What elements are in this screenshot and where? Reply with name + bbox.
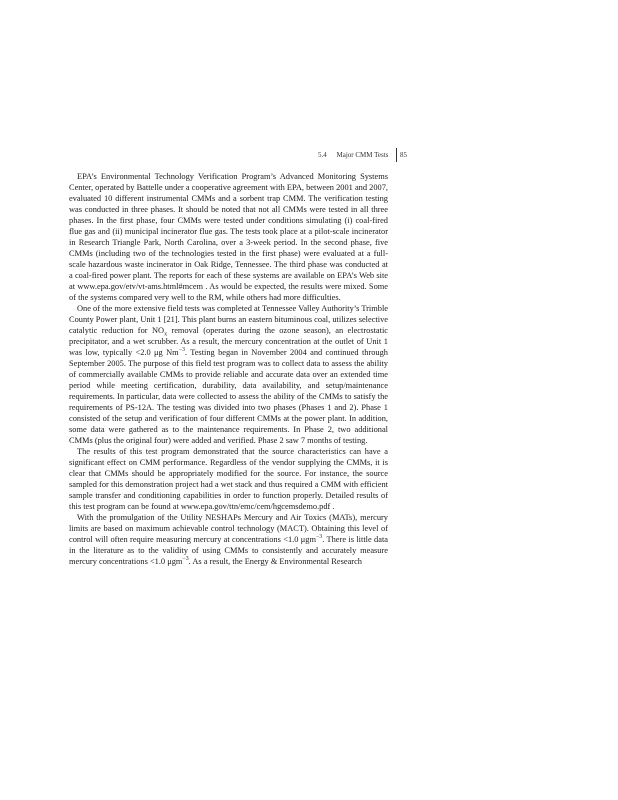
paragraph-trimble: One of the more extensive field tests was completed at Tennessee Valley Authority’s Trimble County Power plant, Unit 1 [21]. This plant burns an eastern bituminous coal, utilizes selective catalytic reduction for $NO_x$ removal (operates during the ozone season), an electrostatic precipitator, and a wet scrubber. As a result, the mercury concentration at the outlet of Unit 1 was low, typically <2.0 μg $Nm^{-3}$. Testing began in November 2004 and continued through September 2005. The purpose of this field test program was to collect data to assess the ability of commercially available CMMs to provide reliable and accurate data over an extended time period while meeting certification, durability, data availability, and setup/maintenance requirements. In particular, data were collected to assess the ability of the CMMs to satisfy the requirements of PS-12A. The testing was divided into two phases (Phases 1 and 2). Phase 1 consisted of the setup and verification of four different CMMs at the power plant. In addition, some data were gathered as to the maintenance requirements. In Phase 2, two additional CMMs (plus the original four) were added and verified. Phase 2 saw 7 months of testing. — [69, 304, 389, 445]
section-number: 5.4 — [318, 151, 327, 159]
page-number: 85 — [400, 151, 407, 159]
paragraph-etv: EPA’s Environmental Technology Verification Program’s Advanced Monitoring Systems Center, operated by Battelle under a cooperative agreement with EPA, between 2001 and 2007, evaluated 10 different instrumental CMMs and a sorbent trap CMM. The verification testing was conducted in three phases. It should be noted that not all CMMs were tested in all three phases. In the first phase, four CMMs were tested under conditions simulating (i) coal-fired flue gas and (ii) municipal incinerator flue gas. The tests took place at a pilot-scale incinerator in Research Triangle Park, North Carolina, over a 3-week period. In the second phase, five CMMs (including two of the technologies tested in the first phase) were evaluated at a full-scale hazardous waste incinerator in Oak Ridge, Tennessee. The third phase was conducted at a coal-fired power plant. The reports for each of these systems are available on EPA’s Web site at www.epa.gov/etv/vt-ams.html#mcem . As would be expected, the results were mixed. Some of the systems compared very well to the RM, while others had more difficulties. — [69, 172, 388, 302]
running-header — [318, 150, 407, 160]
paragraph-mats: With the promulgation of the Utility NESHAPs Mercury and Air Toxics (MATs), mercury limits are based on maximum achievable control technology (MACT). Obtaining this level of control will often require measuring mercury at concentrations <1.0 μgm$^{-3}$. There is little data in the literature as to the validity of using CMMs to consistently and accurately measure mercury concentrations <1.0 μgm$^{-3}$. As a result, the Energy & Environmental Research — [69, 513, 388, 566]
paragraph-results: The results of this test program demonstrated that the source characteristics can have a significant effect on CMM performance. Regardless of the vendor supplying the CMMs, it is clear that CMMs should be appropriately modified for the source. For instance, the source sampled for this demonstration project had a wet stack and thus required a CMM with efficient sample transfer and conditioning capabilities in order to function properly. Detailed results of this test program can be found at www.epa.gov/ttn/emc/cem/hgcemsdemo.pdf . — [69, 447, 388, 511]
nox-subscript: x — [164, 331, 167, 338]
body-text — [69, 171, 388, 567]
unit-superscript: −3 — [182, 556, 189, 563]
header-divider — [396, 148, 397, 162]
unit-superscript: −3 — [178, 347, 185, 354]
unit-superscript: −3 — [315, 534, 323, 541]
section-title: Major CMM Tests — [336, 151, 389, 159]
